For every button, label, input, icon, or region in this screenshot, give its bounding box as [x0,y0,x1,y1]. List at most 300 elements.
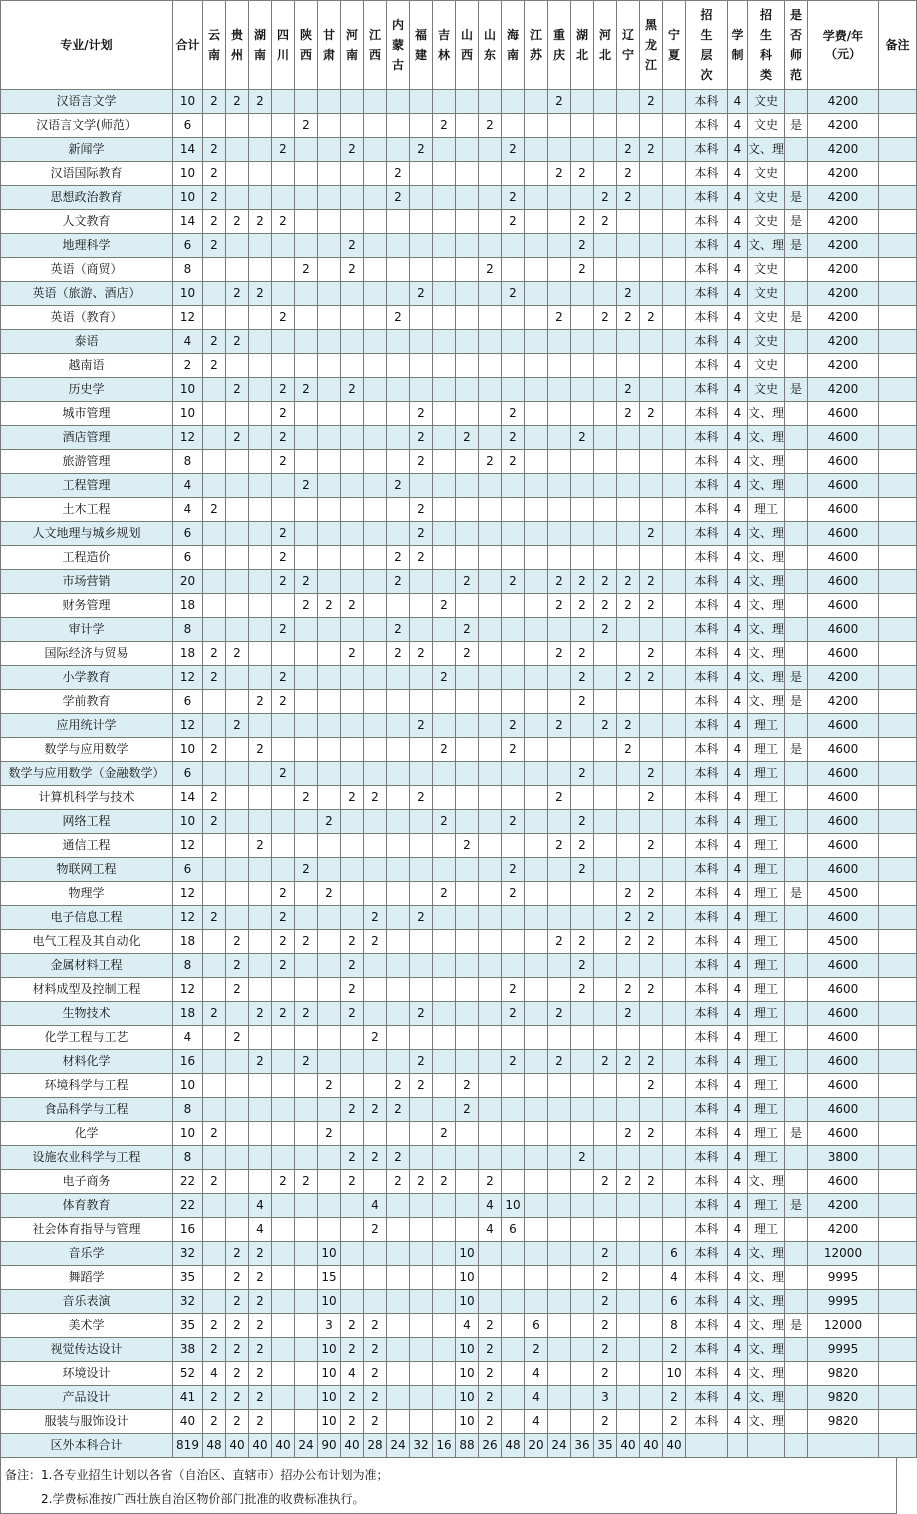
table-cell [879,570,917,594]
table-cell [318,834,341,858]
table-cell [525,378,548,402]
table-cell [364,546,387,570]
table-cell [341,1218,364,1242]
table-cell: 2 [272,306,295,330]
table-cell [341,354,364,378]
table-cell [364,114,387,138]
column-header [364,1,387,90]
table-row [1,1098,917,1122]
table-cell [594,282,617,306]
table-cell [617,426,640,450]
table-cell: 本科 [686,378,728,402]
table-cell: 理工 [748,1146,785,1170]
table-cell: 2 [341,1314,364,1338]
table-cell [410,1362,433,1386]
table-cell: 2 [594,1314,617,1338]
table-cell [295,1266,318,1290]
table-cell: 是 [785,378,808,402]
table-cell [364,162,387,186]
table-cell [594,690,617,714]
table-cell [879,402,917,426]
major-name-cell: 材料成型及控制工程 [1,978,173,1002]
table-cell [879,906,917,930]
table-cell [640,426,663,450]
table-cell [433,834,456,858]
table-cell [249,714,272,738]
table-cell [617,1194,640,1218]
table-cell: 4600 [808,594,879,618]
table-cell: 4 [728,1386,748,1410]
table-cell [617,810,640,834]
table-cell: 2 [571,594,594,618]
table-cell: 文、理 [748,1314,785,1338]
table-cell: 2 [617,1122,640,1146]
table-cell [502,954,525,978]
table-cell [410,234,433,258]
table-cell [272,330,295,354]
table-cell: 4 [728,1170,748,1194]
table-cell: 4 [728,786,748,810]
table-cell: 本科 [686,1266,728,1290]
table-cell [571,618,594,642]
table-cell: 2 [594,618,617,642]
table-cell [249,618,272,642]
table-cell: 2 [502,738,525,762]
table-cell [502,114,525,138]
table-cell [318,234,341,258]
table-cell [456,690,479,714]
table-cell [879,90,917,114]
table-cell [502,594,525,618]
total-cell: 24 [387,1434,410,1458]
table-cell: 40 [173,1410,203,1434]
table-cell [318,330,341,354]
table-cell [410,474,433,498]
column-header [548,1,571,90]
table-cell [318,1218,341,1242]
table-cell [525,426,548,450]
table-cell [525,1290,548,1314]
table-cell [318,978,341,1002]
table-cell: 2 [456,642,479,666]
table-cell: 文史 [748,186,785,210]
table-cell: 4 [728,1146,748,1170]
table-cell [410,90,433,114]
table-cell: 本科 [686,522,728,546]
table-cell [318,306,341,330]
table-cell: 2 [272,1002,295,1026]
table-cell: 4 [341,1362,364,1386]
table-cell [203,1266,226,1290]
table-cell [594,1146,617,1170]
table-cell [785,474,808,498]
table-row [1,1146,917,1170]
table-cell [617,330,640,354]
column-header [728,1,748,90]
table-cell: 理工 [748,954,785,978]
table-cell: 文、理 [748,546,785,570]
table-cell [249,402,272,426]
table-cell [479,498,502,522]
table-cell: 4 [173,498,203,522]
table-cell: 2 [502,1050,525,1074]
table-cell [433,1026,456,1050]
table-cell [387,954,410,978]
table-cell: 2 [410,786,433,810]
table-cell: 2 [410,402,433,426]
column-header [272,1,295,90]
table-cell [548,1314,571,1338]
table-cell [594,450,617,474]
table-cell: 2 [617,930,640,954]
table-cell [785,402,808,426]
table-cell [364,810,387,834]
table-cell: 2 [571,1146,594,1170]
table-cell [525,618,548,642]
table-cell [433,642,456,666]
table-cell: 2 [364,930,387,954]
table-cell [387,426,410,450]
table-cell [663,1170,686,1194]
table-cell: 文、理 [748,1170,785,1194]
table-cell: 文、理 [748,594,785,618]
table-cell [226,450,249,474]
table-cell [594,1002,617,1026]
table-cell: 8 [173,618,203,642]
table-cell: 4 [479,1218,502,1242]
table-cell [479,378,502,402]
table-cell [479,882,502,906]
table-cell [548,858,571,882]
table-cell: 2 [410,1170,433,1194]
table-cell [548,738,571,762]
table-row [1,762,917,786]
table-cell [410,1266,433,1290]
table-cell [594,1194,617,1218]
major-name-cell: 英语（教育） [1,306,173,330]
total-cell: 40 [640,1434,663,1458]
table-cell [479,1074,502,1098]
table-cell [594,666,617,690]
table-cell [318,666,341,690]
column-header [226,1,249,90]
table-cell [617,210,640,234]
table-cell: 6 [173,690,203,714]
table-cell [249,114,272,138]
table-cell [617,690,640,714]
table-cell: 2 [341,1146,364,1170]
table-cell [203,594,226,618]
table-cell [479,786,502,810]
table-cell [879,1218,917,1242]
table-cell [433,210,456,234]
table-row [1,1386,917,1410]
table-cell [433,1242,456,1266]
table-cell [364,330,387,354]
table-cell [525,834,548,858]
table-cell: 文史 [748,306,785,330]
table-cell: 2 [249,1242,272,1266]
table-cell [785,1170,808,1194]
table-cell [617,90,640,114]
table-cell: 本科 [686,762,728,786]
table-cell [502,1242,525,1266]
table-cell: 是 [785,666,808,690]
table-cell: 2 [410,138,433,162]
table-cell [502,258,525,282]
table-row [1,1002,917,1026]
table-cell [456,234,479,258]
table-cell: 2 [479,114,502,138]
table-cell [879,1050,917,1074]
table-cell: 4 [364,1194,387,1218]
table-cell: 理工 [748,762,785,786]
table-cell [249,1170,272,1194]
table-cell [410,162,433,186]
table-cell [433,1362,456,1386]
table-cell: 文、理 [748,1266,785,1290]
table-cell: 4 [728,306,748,330]
table-cell: 2 [479,1362,502,1386]
table-cell [410,738,433,762]
table-cell [502,642,525,666]
table-cell [272,714,295,738]
table-cell [410,114,433,138]
column-header-label: 海南 [506,28,519,62]
table-cell [571,114,594,138]
table-cell [364,1266,387,1290]
major-name-cell: 电子信息工程 [1,906,173,930]
table-cell [785,762,808,786]
table-cell: 35 [173,1266,203,1290]
table-cell [249,522,272,546]
table-cell [663,714,686,738]
table-cell: 理工 [748,858,785,882]
table-cell [640,378,663,402]
table-cell [594,426,617,450]
table-cell [548,330,571,354]
table-cell: 2 [548,642,571,666]
table-cell [571,1218,594,1242]
table-cell: 41 [173,1386,203,1410]
table-cell: 2 [640,762,663,786]
table-cell [640,1362,663,1386]
table-cell [785,858,808,882]
table-cell [479,282,502,306]
table-cell [525,474,548,498]
table-cell: 18 [173,1002,203,1026]
table-cell [387,1266,410,1290]
table-cell: 4 [728,330,748,354]
table-cell: 文、理 [748,426,785,450]
table-cell [525,642,548,666]
table-cell: 2 [203,162,226,186]
table-cell [525,786,548,810]
table-row [1,378,917,402]
table-cell: 2 [617,570,640,594]
table-cell [571,354,594,378]
table-cell: 2 [571,834,594,858]
table-cell: 4 [728,1410,748,1434]
table-cell [341,522,364,546]
table-cell: 本科 [686,858,728,882]
table-cell [502,834,525,858]
table-cell: 4 [728,858,748,882]
table-cell: 4 [728,498,748,522]
table-cell: 3800 [808,1146,879,1170]
table-cell [341,474,364,498]
table-cell [341,282,364,306]
table-cell: 6 [173,546,203,570]
table-cell [640,162,663,186]
table-cell [410,882,433,906]
table-cell [663,906,686,930]
table-cell: 2 [364,1314,387,1338]
table-cell [410,930,433,954]
table-cell: 本科 [686,1218,728,1242]
table-cell: 本科 [686,210,728,234]
table-cell [663,954,686,978]
table-cell: 2 [341,378,364,402]
major-name-cell: 汉语国际教育 [1,162,173,186]
table-cell: 4 [728,594,748,618]
total-cell: 35 [594,1434,617,1458]
table-cell: 本科 [686,474,728,498]
table-cell: 本科 [686,1242,728,1266]
table-cell [525,858,548,882]
table-cell [594,858,617,882]
table-cell [525,402,548,426]
table-cell [203,570,226,594]
table-cell [410,954,433,978]
table-row [1,618,917,642]
note-line-1: 备注：1.各专业招生计划以各省（自治区、直辖市）招办公布计划为准； [5,1468,389,1482]
table-cell [879,1362,917,1386]
column-header-label: 招生科类 [759,8,772,82]
table-cell: 文、理 [748,1362,785,1386]
table-cell [479,1266,502,1290]
table-cell: 20 [173,570,203,594]
table-cell: 2 [410,546,433,570]
table-cell: 2 [249,90,272,114]
table-row [1,690,917,714]
table-cell: 本科 [686,906,728,930]
table-cell: 理工 [748,930,785,954]
table-cell [879,858,917,882]
major-name-cell: 体育教育 [1,1194,173,1218]
table-cell: 理工 [748,978,785,1002]
table-cell [594,954,617,978]
table-cell: 本科 [686,354,728,378]
table-row [1,714,917,738]
table-cell [663,930,686,954]
table-cell [387,738,410,762]
column-header: 备注 [879,1,917,90]
table-cell: 2 [318,810,341,834]
table-cell: 本科 [686,1122,728,1146]
table-cell: 4600 [808,450,879,474]
table-cell [502,1338,525,1362]
total-cell: 24 [295,1434,318,1458]
table-cell: 2 [272,954,295,978]
table-row [1,1314,917,1338]
table-cell [479,1146,502,1170]
table-cell [663,522,686,546]
table-cell [456,714,479,738]
table-cell: 4200 [808,114,879,138]
table-cell [295,522,318,546]
table-cell [272,978,295,1002]
table-cell [525,882,548,906]
table-cell [410,1314,433,1338]
table-cell [318,426,341,450]
table-cell [502,1362,525,1386]
table-cell [387,234,410,258]
table-cell: 10 [456,1362,479,1386]
table-cell: 2 [203,138,226,162]
table-cell [663,858,686,882]
table-cell: 2 [226,426,249,450]
table-cell [663,570,686,594]
table-cell [785,1338,808,1362]
table-cell [318,1002,341,1026]
column-header [433,1,456,90]
table-cell [571,522,594,546]
column-header-label: 重庆 [552,28,565,62]
major-name-cell: 酒店管理 [1,426,173,450]
column-header [410,1,433,90]
table-cell: 2 [203,234,226,258]
table-cell: 本科 [686,786,728,810]
table-cell [663,426,686,450]
table-cell: 本科 [686,426,728,450]
table-cell [502,546,525,570]
total-cell: 48 [203,1434,226,1458]
table-cell: 4 [728,1074,748,1098]
table-cell [479,354,502,378]
table-cell: 本科 [686,1026,728,1050]
table-cell [387,810,410,834]
table-cell: 2 [410,642,433,666]
table-cell: 12 [173,666,203,690]
major-name-cell: 美术学 [1,1314,173,1338]
table-cell [456,162,479,186]
table-cell [295,1218,318,1242]
table-cell [249,1074,272,1098]
major-name-cell: 食品科学与工程 [1,1098,173,1122]
table-cell [226,162,249,186]
table-cell: 本科 [686,618,728,642]
table-cell [387,714,410,738]
table-cell [502,474,525,498]
table-cell [364,378,387,402]
table-cell [663,186,686,210]
table-cell: 2 [456,834,479,858]
table-cell [594,114,617,138]
table-cell: 2 [594,186,617,210]
table-row [1,1410,917,1434]
table-cell [249,306,272,330]
table-cell: 2 [203,1386,226,1410]
table-cell [879,114,917,138]
table-cell: 2 [203,330,226,354]
table-cell [249,1026,272,1050]
table-cell [341,306,364,330]
column-header-label: 山西 [460,28,473,62]
table-cell: 2 [341,1002,364,1026]
table-cell [548,1338,571,1362]
table-cell [502,1074,525,1098]
